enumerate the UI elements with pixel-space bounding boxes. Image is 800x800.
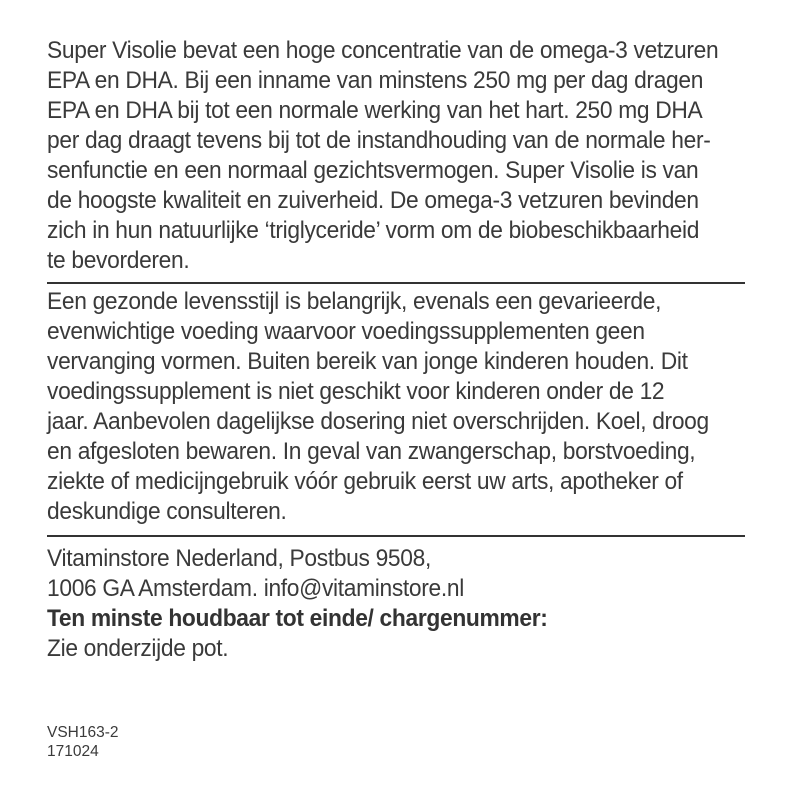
text-line: Super Visolie bevat een hoge concentratie van de omega-3 vetzuren bbox=[47, 37, 719, 64]
company-address-line: Vitaminstore Nederland, Postbus 9508, bbox=[47, 545, 431, 572]
text-line: evenwichtige voeding waarvoor voedingssupplementen geen bbox=[47, 318, 645, 345]
text-line: en afgesloten bewaren. In geval van zwangerschap, borstvoeding, bbox=[47, 438, 696, 465]
text-line: EPA en DHA bij tot een normale werking van het hart. 250 mg DHA bbox=[47, 97, 703, 124]
label-codes bbox=[47, 723, 119, 761]
text-line: Een gezonde levensstijl is belangrijk, evenals een gevarieerde, bbox=[47, 288, 662, 315]
text-line: per dag draagt tevens bij tot de instandhouding van de normale her- bbox=[47, 127, 711, 154]
city-email-line: 1006 GA Amsterdam. info@vitaminstore.nl bbox=[47, 575, 464, 602]
text-line: ziekte of medicijngebruik vóór gebruik eerst uw arts, apotheker of bbox=[47, 468, 683, 495]
product-label-text bbox=[47, 36, 747, 664]
product-description-paragraph bbox=[47, 36, 745, 276]
text-line: jaar. Aanbevolen dagelijkse dosering niet overschrijden. Koel, droog bbox=[47, 408, 709, 435]
contact-and-shelf-life-block bbox=[47, 544, 745, 664]
text-line: voedingssupplement is niet geschikt voor kinderen onder de 12 bbox=[47, 378, 665, 405]
text-line: EPA en DHA. Bij een inname van minstens 250 mg per dag dragen bbox=[47, 67, 704, 94]
text-line: de hoogste kwaliteit en zuiverheid. De omega-3 vetzuren bevinden bbox=[47, 187, 699, 214]
text-line: deskundige consulteren. bbox=[47, 498, 287, 525]
shelf-life-heading: Ten minste houdbaar tot einde/ chargenummer: bbox=[47, 605, 548, 632]
product-code: VSH163-2 bbox=[47, 724, 119, 741]
text-line: zich in hun natuurlijke ‘triglyceride’ vorm om de biobeschikbaarheid bbox=[47, 217, 700, 244]
date-code: 171024 bbox=[47, 743, 99, 760]
divider-rule bbox=[47, 282, 745, 284]
shelf-life-note: Zie onderzijde pot. bbox=[47, 635, 229, 662]
text-line: vervanging vormen. Buiten bereik van jonge kinderen houden. Dit bbox=[47, 348, 688, 375]
divider-rule bbox=[47, 535, 745, 537]
warnings-paragraph bbox=[47, 287, 745, 527]
text-line: senfunctie en een normaal gezichtsvermogen. Super Visolie is van bbox=[47, 157, 699, 184]
text-line: te bevorderen. bbox=[47, 247, 190, 274]
